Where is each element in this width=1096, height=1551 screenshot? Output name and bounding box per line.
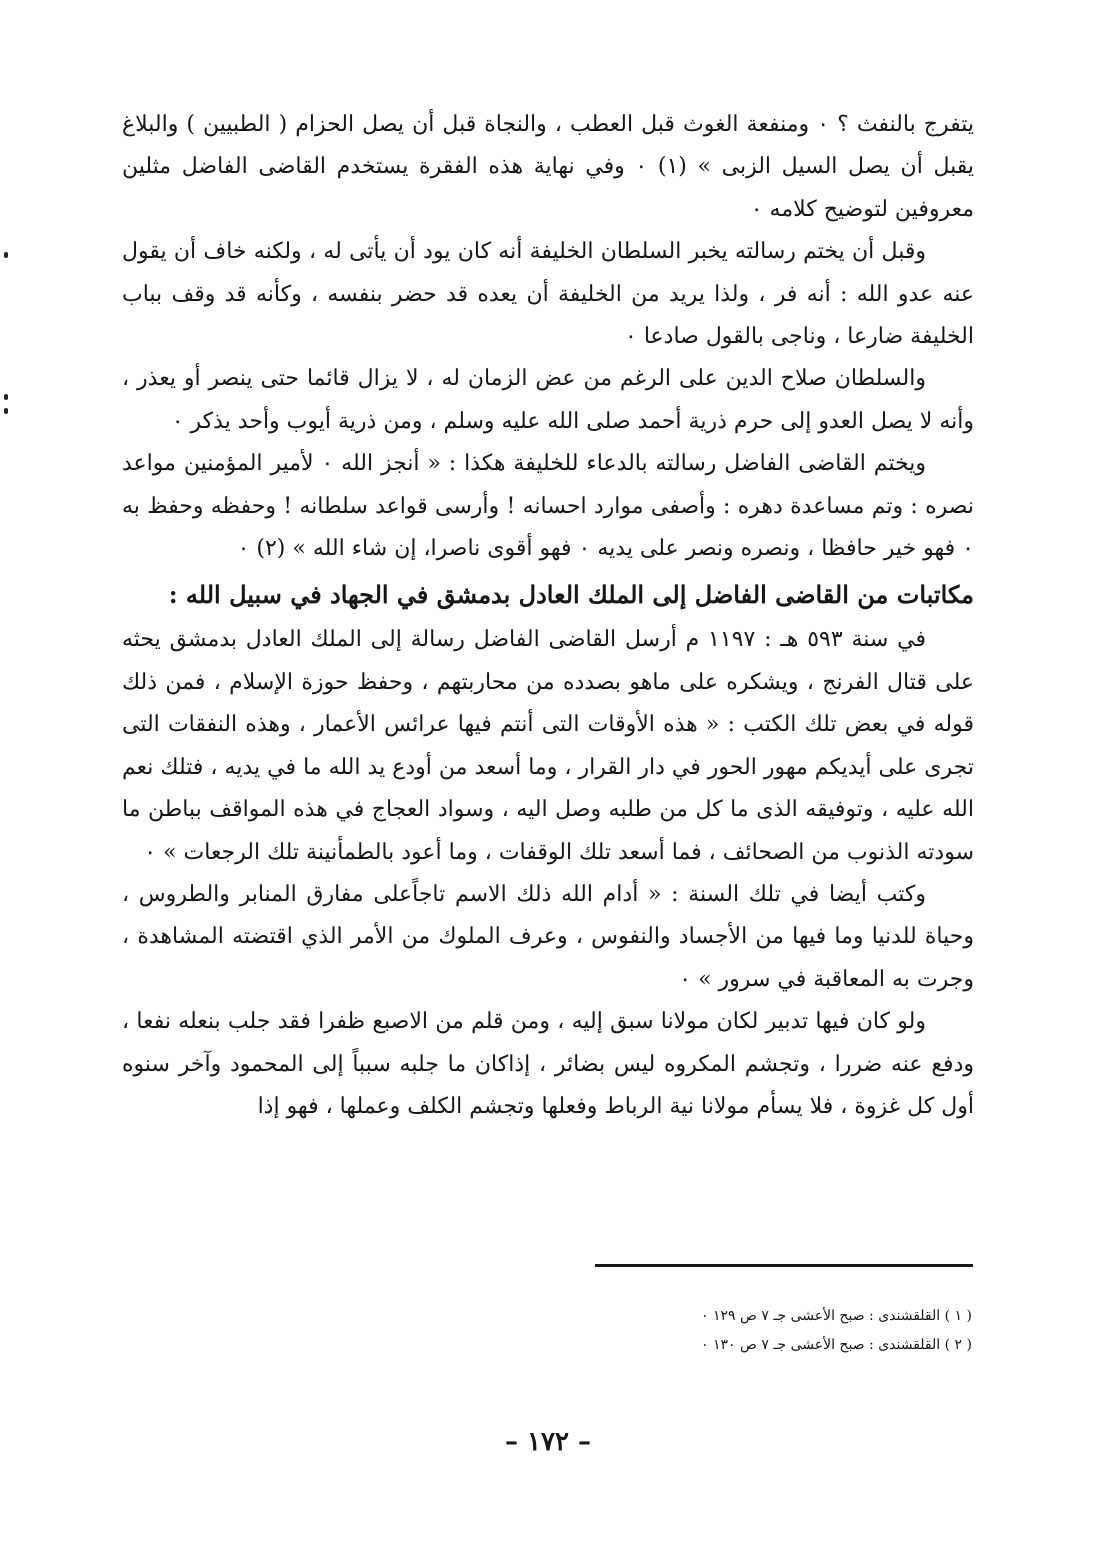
paragraph-4: ويختم القاضى الفاضل رسالته بالدعاء للخليفة هكذا : « أنجز الله ٠ لأمير المؤمنين مواعد نصره : وتم مساعدة دهره : وأصفى موارد احسانه ! وأرسى قواعد سلطانه ! وحفظه وحفظ به ٠ فهو خير حافظا ، ونصره ونصر على يديه ٠ فهو أقوى ناصرا، إن شاء الله » (٢) ٠ — [122, 451, 974, 562]
paragraph-2: وقبل أن يختم رسالته يخبر السلطان الخليفة أنه كان يود أن يأتى له ، ولكنه خاف أن يقول عنه عدو الله : أنه فر ، ولذا يريد من الخليفة أن يعده قد حضر بنفسه ، وكأنه قد وقف بباب الخليفة ضارعا ، وناجى بالقول صادعا ٠ — [122, 239, 974, 350]
scan-speck — [4, 408, 8, 414]
main-text — [122, 104, 974, 1128]
footnote-divider — [595, 1264, 973, 1267]
scan-speck — [4, 394, 8, 400]
section-heading: مكاتبات من القاضى الفاضل إلى الملك العادل بدمشق في الجهاد في سبيل الله : — [168, 580, 974, 610]
paragraph-5: في سنة ٥٩٣ هـ : ١١٩٧ م أرسل القاضى الفاضل رسالة إلى الملك العادل بدمشق يحثه على قتال الفرنج ، ويشكره على ماهو بصدده من محاربتهم ، وحفظ حوزة الإسلام ، فمن ذلك قوله في بعض تلك الكتب : « هذه الأوقات التى أنتم فيها عرائس الأعمار ، وهذه النفقات التى تجرى على أيديكم مهور الحور في دار القرار ، وما أسعد من أودع يد الله ما في يديه ، فتلك نعم الله عليه ، وتوفيقه الذى ما كل من طلبه وصل اليه ، وسواد العجاج في هذه المواقف بباطن ما سودته الذنوب من الصحائف ، فما أسعد تلك الوقفات ، وما أعود بالطمأنينة تلك الرجعات » ٠ — [122, 627, 974, 865]
paragraph-6: وكتب أيضا في تلك السنة : « أدام الله ذلك الاسم تاجاًعلى مفارق المنابر والطروس ، وحياة للدنيا وما فيها من الأجساد والنفوس ، وعرف الملوك من الأمر الذي اقتضته المشاهدة ، وجرت به المعاقبة في سرور » ٠ — [122, 881, 974, 992]
footnote-2: ( ٢ ) القلقشندى : صبح الأعشى جـ ٧ ص ١٣٠ ٠ — [701, 1337, 972, 1353]
paragraph-3: والسلطان صلاح الدين على الرغم من عض الزمان له ، لا يزال قائما حتى ينصر أو يعذر ، وأنه لا يصل العدو إلى حرم ذرية أحمد صلى الله عليه وسلم ، ومن ذرية أيوب وأحد يذكر ٠ — [122, 366, 974, 434]
page-number: – ١٧٢ – — [504, 1427, 592, 1457]
scan-speck — [4, 252, 8, 258]
footnotes — [560, 1302, 972, 1360]
paragraph-7: ولو كان فيها تدبير لكان مولانا سبق إليه ، ومن قلم من الاصبع ظفرا فقد جلب بنعله نفعا ، ودفع عنه ضررا ، وتجشم المكروه ليس بضائر ، إذاكان ما جلبه سبباً إلى المحمود وآخر سنوه أول كل غزوة ، فلا يسأم مولانا نية الرباط وفعلها وتجشم الكلف وعملها ، فهو إذا — [122, 1009, 974, 1119]
footnote-1: ( ١ ) القلقشندى : صبح الأعشى جـ ٧ ص ١٢٩ ٠ — [701, 1308, 972, 1324]
paragraph-1: يتفرج بالنفث ؟ ٠ ومنفعة الغوث قبل العطب ، والنجاة قبل أن يصل الحزام ( الطبيين ) والبلاغ يقبل أن يصل السيل الزبى » (١) ٠ وفي نهاية هذه الفقرة يستخدم القاضى الفاضل مثلين معروفين لتوضيح كلامه ٠ — [122, 112, 975, 222]
